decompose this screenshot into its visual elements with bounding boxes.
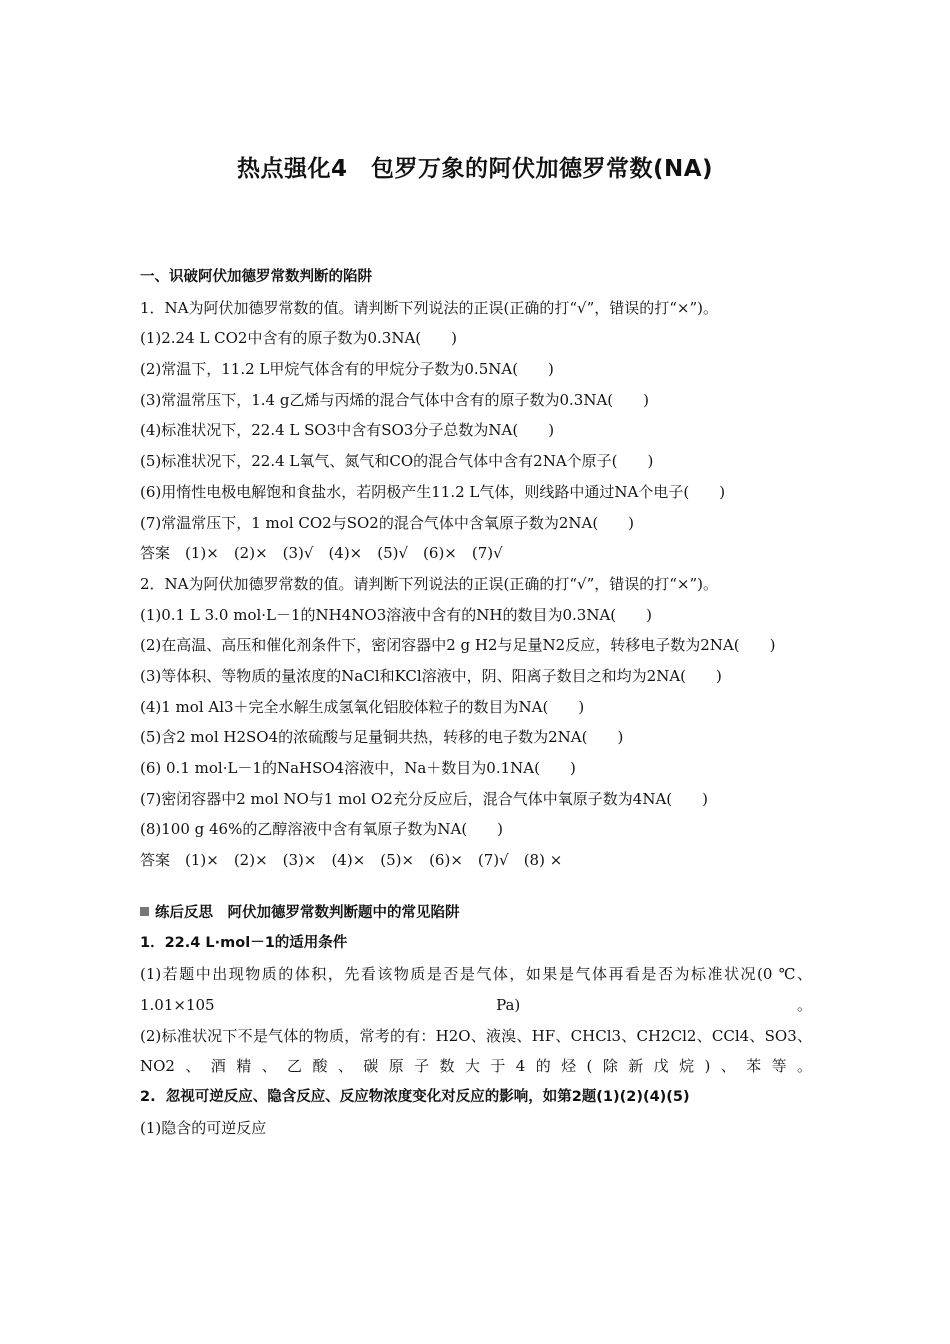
document-body — [140, 262, 812, 1143]
question-1-item-5: (5)标准状况下，22.4 L氧气、氮气和CO的混合气体中含有2NA个原子( ) — [140, 452, 654, 471]
question-2-item-6: (6) 0.1 mol·L－1的NaHSO4溶液中，Na＋数目为0.1NA( ) — [140, 759, 576, 778]
question-2-item-4: (4)1 mol Al3＋完全水解生成氢氧化铝胶体粒子的数目为NA( ) — [140, 697, 585, 716]
page-title: 热点强化4 包罗万象的阿伏加德罗常数(NA) — [236, 156, 714, 182]
section-gap — [140, 876, 812, 898]
question-1-answer: 答案 (1)× (2)× (3)√ (4)× (5)√ (6)× (7)√ — [140, 544, 503, 563]
question-1-item-1: (1)2.24 L CO2中含有的原子数为0.3NA( ) — [140, 329, 457, 348]
question-1-item-2: (2)常温下，11.2 L甲烷气体含有的甲烷分子数为0.5NA( ) — [140, 360, 554, 379]
question-1-item-3: (3)常温常压下，1.4 g乙烯与丙烯的混合气体中含有的原子数为0.3NA( ) — [140, 390, 649, 409]
question-2-item-5: (5)含2 mol H2SO4的浓硫酸与足量铜共热，转移的电子数为2NA( ) — [140, 728, 624, 747]
question-2-stem: 2．NA为阿伏加德罗常数的值。请判断下列说法的正误(正确的打“√”，错误的打“×”)。 — [140, 574, 719, 593]
question-1-item-7: (7)常温常压下，1 mol CO2与SO2的混合气体中含氧原子数为2NA( ) — [140, 513, 635, 532]
reflection-point-1-item-1: (1)若题中出现物质的体积，先看该物质是否是气体，如果是气体再看是否为标准状况(0 ℃、1.01×105 Pa)。 — [140, 965, 812, 1014]
reflection-point-1-heading: 1．22.4 L·mol－1的适用条件 — [140, 935, 348, 952]
question-1-stem: 1．NA为阿伏加德罗常数的值。请判断下列说法的正误(正确的打“√”，错误的打“×”)。 — [140, 298, 719, 317]
reflection-point-2-heading: 2. 忽视可逆反应、隐含反应、反应物浓度变化对反应的影响，如第2题(1)(2)(4)(5) — [140, 1088, 690, 1105]
reflection-heading-text: 练后反思 阿伏加德罗常数判断题中的常见陷阱 — [155, 904, 460, 921]
reflection-point-2-item-1: (1)隐含的可逆反应 — [140, 1118, 267, 1137]
question-2-item-3: (3)等体积、等物质的量浓度的NaCl和KCl溶液中，阴、阳离子数目之和均为2NA( ) — [140, 666, 722, 685]
question-2-item-7: (7)密闭容器中2 mol NO与1 mol O2充分反应后，混合气体中氧原子数为4NA( ) — [140, 789, 708, 808]
question-2-item-2: (2)在高温、高压和催化剂条件下，密闭容器中2 g H2与足量N2反应，转移电子数为2NA( ) — [140, 636, 776, 655]
question-2-item-1: (1)0.1 L 3.0 mol·L－1的NH4NO3溶液中含有的NH的数目为0.3NA( ) — [140, 605, 652, 624]
square-bullet-icon — [140, 907, 149, 916]
reflection-heading — [140, 898, 812, 929]
question-2-answer: 答案 (1)× (2)× (3)× (4)× (5)× (6)× (7)√ (8) × — [140, 851, 563, 870]
question-1-item-6: (6)用惰性电极电解饱和食盐水，若阴极产生11.2 L气体，则线路中通过NA个电子( ) — [140, 482, 726, 501]
question-1-item-4: (4)标准状况下，22.4 L SO3中含有SO3分子总数为NA( ) — [140, 421, 555, 440]
question-2-item-8: (8)100 g 46%的乙醇溶液中含有氧原子数为NA( ) — [140, 820, 504, 839]
section-heading: 一、识破阿伏加德罗常数判断的陷阱 — [140, 269, 372, 285]
reflection-point-1-item-2: (2)标准状况下不是气体的物质，常考的有：H2O、液溴、HF、CHCl3、CH2Cl2、CCl4、SO3、NO2、酒精、乙酸、碳原子数大于4的烃(除新戊烷)、苯等。 — [140, 1026, 812, 1076]
